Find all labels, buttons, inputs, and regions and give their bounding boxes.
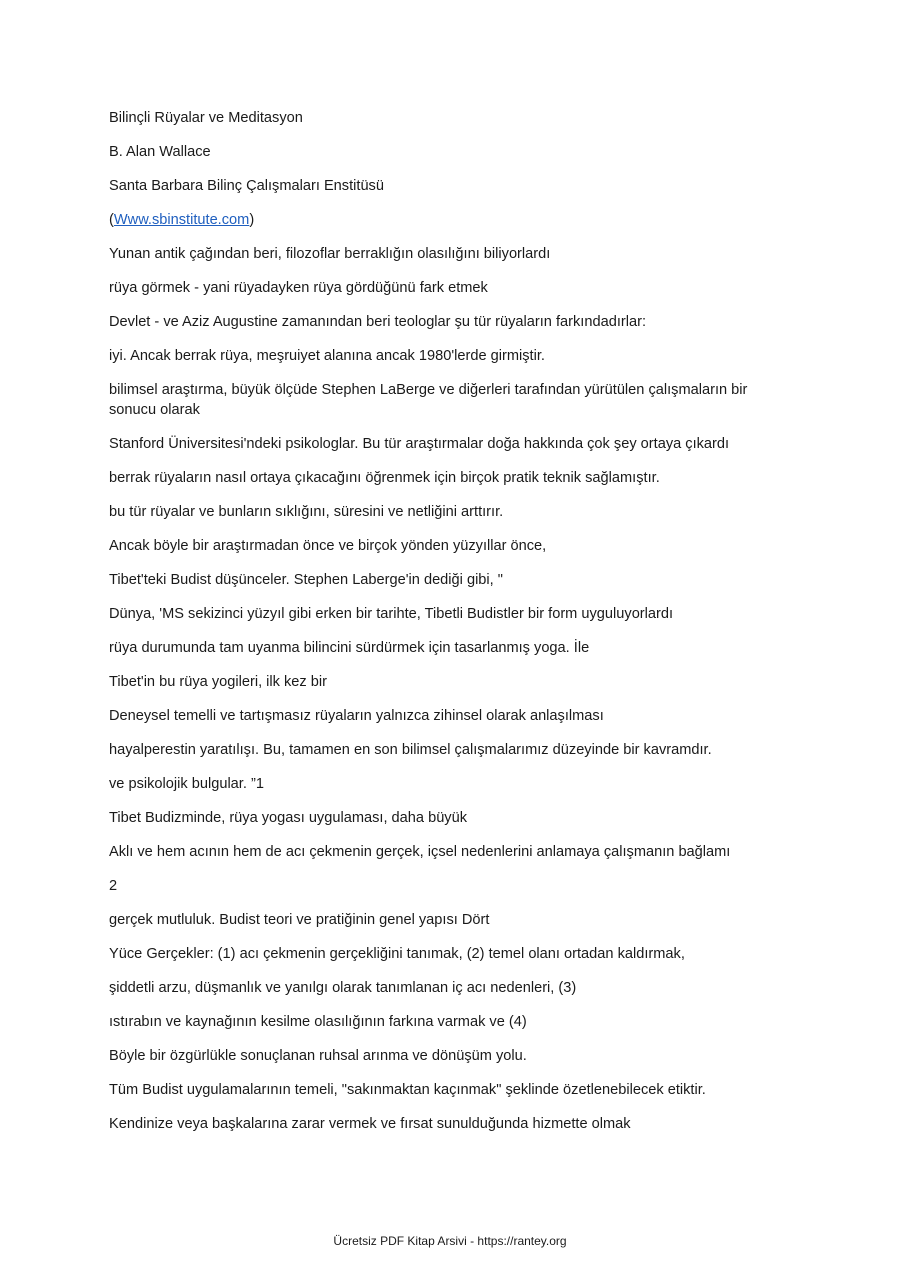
institute-website-link[interactable]: Www.sbinstitute.com	[113, 212, 250, 228]
link-open-paren: (	[109, 212, 114, 228]
link-close-paren: )	[249, 212, 255, 228]
body-line: ıstırabın ve kaynağının kesilme olasılığının farkına varmak ve (4)	[109, 1014, 527, 1030]
body-line: şiddetli arzu, düşmanlık ve yanılgı olarak tanımlanan iç acı nedenleri, (3)	[109, 980, 577, 996]
body-line: Aklı ve hem acının hem de acı çekmenin gerçek, içsel nedenlerini anlamaya çalışmanın bağlamı	[109, 844, 731, 860]
body-line: Tüm Budist uygulamalarının temeli, "sakınmaktan kaçınmak" şeklinde özetlenebilecek etiktir.	[109, 1082, 706, 1098]
document-institute: Santa Barbara Bilinç Çalışmaları Enstitüsü	[109, 178, 384, 194]
body-line: Tibet'in bu rüya yogileri, ilk kez bir	[109, 674, 327, 690]
body-line: berrak rüyaların nasıl ortaya çıkacağını öğrenmek için birçok pratik teknik sağlamıştır.	[109, 470, 660, 486]
body-line: rüya durumunda tam uyanma bilincini sürdürmek için tasarlanmış yoga. İle	[109, 640, 590, 656]
body-line: Dünya, 'MS sekizinci yüzyıl gibi erken bir tarihte, Tibetli Budistler bir form uyguluyorlardı	[109, 606, 674, 622]
page-footer: Ücretsiz PDF Kitap Arsivi - https://rantey.org	[333, 1234, 567, 1248]
body-line: gerçek mutluluk. Budist teori ve pratiğinin genel yapısı Dört	[109, 912, 490, 928]
body-line: Tibet'teki Budist düşünceler. Stephen Laberge'in dediği gibi, "	[109, 572, 503, 588]
body-line: Tibet Budizminde, rüya yogası uygulaması, daha büyük	[109, 810, 468, 826]
body-line: Yüce Gerçekler: (1) acı çekmenin gerçekliğini tanımak, (2) temel olanı ortadan kaldırmak,	[109, 946, 685, 962]
page-number-marker: 2	[109, 878, 118, 894]
document-title: Bilinçli Rüyalar ve Meditasyon	[109, 110, 303, 126]
body-line: Böyle bir özgürlükle sonuçlanan ruhsal arınma ve dönüşüm yolu.	[109, 1048, 527, 1064]
document-author: B. Alan Wallace	[109, 144, 211, 160]
body-line: bu tür rüyalar ve bunların sıklığını, süresini ve netliğini arttırır.	[109, 504, 504, 520]
body-line: iyi. Ancak berrak rüya, meşruiyet alanına ancak 1980'lerde girmiştir.	[109, 348, 545, 364]
body-line: Deneysel temelli ve tartışmasız rüyaların yalnızca zihinsel olarak anlaşılması	[109, 708, 604, 724]
body-line: Devlet - ve Aziz Augustine zamanından beri teologlar şu tür rüyaların farkındadırlar:	[109, 314, 647, 330]
body-line: Ancak böyle bir araştırmadan önce ve birçok yönden yüzyıllar önce,	[109, 538, 547, 554]
body-line: Kendinize veya başkalarına zarar vermek ve fırsat sunulduğunda hizmette olmak	[109, 1116, 631, 1132]
body-line: bilimsel araştırma, büyük ölçüde Stephen LaBerge ve diğerleri tarafından yürütülen çalışmaların bir sonucu olarak	[109, 382, 748, 418]
body-line: Stanford Üniversitesi'ndeki psikologlar. Bu tür araştırmalar doğa hakkında çok şey ortaya çıkardı	[109, 436, 730, 452]
body-line: ve psikolojik bulgular. ”1	[109, 776, 264, 792]
document-body	[109, 108, 789, 1148]
body-line: rüya görmek - yani rüyadayken rüya gördüğünü fark etmek	[109, 280, 488, 296]
body-line: hayalperestin yaratılışı. Bu, tamamen en son bilimsel çalışmalarımız düzeyinde bir kavramdır.	[109, 742, 712, 758]
body-line: Yunan antik çağından beri, filozoflar berraklığın olasılığını biliyorlardı	[109, 246, 551, 262]
institute-link-line	[109, 210, 789, 230]
